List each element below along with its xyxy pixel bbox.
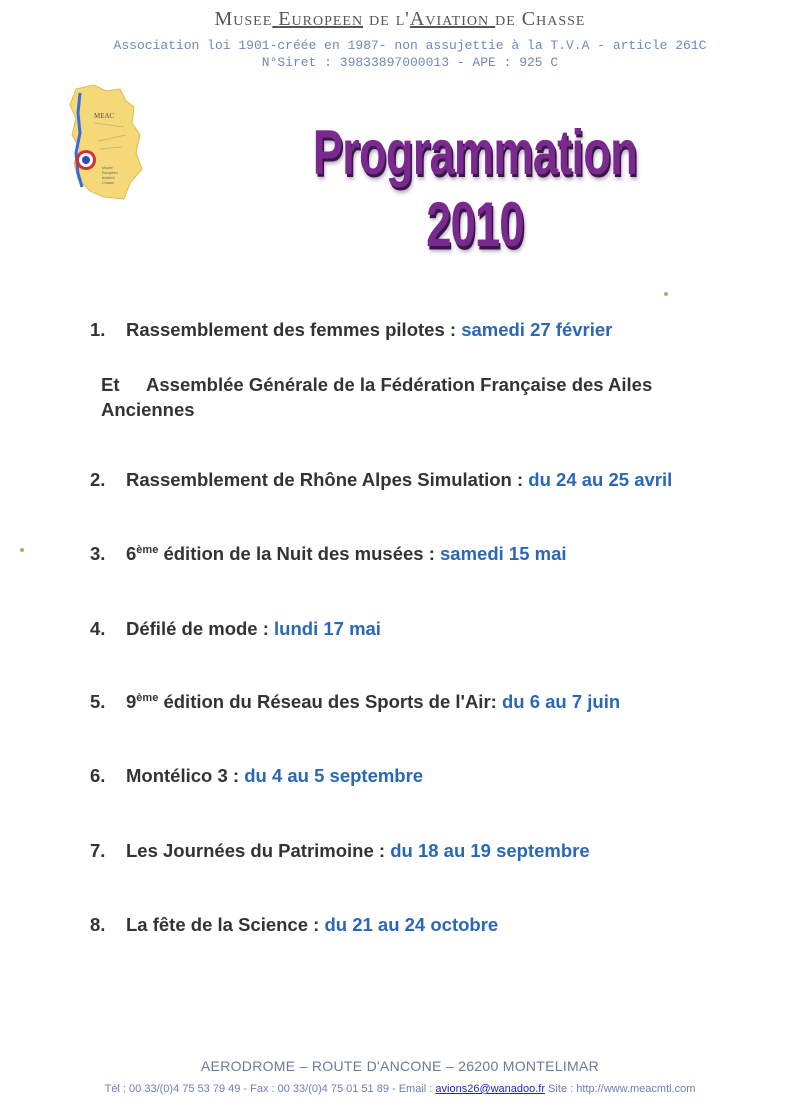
header-word: Chasse [521, 8, 586, 30]
item-date: du 4 au 5 septembre [244, 765, 424, 786]
header-word: de l' [369, 8, 410, 30]
item-date: lundi 17 mai [274, 618, 381, 639]
header-word: de [495, 8, 516, 30]
item-number: 7. [90, 840, 106, 861]
list-item [90, 469, 672, 491]
logo-text: Aviation [102, 176, 115, 180]
item-1-addendum [101, 372, 781, 422]
page-title [292, 117, 659, 262]
item-date: samedi 27 février [461, 319, 613, 340]
page-title-text: Programmation 2010 [312, 117, 638, 261]
item-text: édition du Réseau des Sports de l'Air: [158, 691, 502, 712]
association-line: Association loi 1901-créée en 1987- non assujettie à la T.V.A - article 261C [113, 38, 707, 53]
header-word: Aviation [409, 8, 490, 30]
footer-contact [0, 1083, 800, 1095]
logo-abbr: MEAC [94, 112, 115, 120]
logo-text: Européen [102, 171, 118, 175]
item-date: du 21 au 24 octobre [324, 914, 499, 935]
item-number: 8. [90, 914, 106, 935]
item-ordinal-suffix: ème [136, 691, 159, 704]
item-date: du 24 au 25 avril [528, 469, 673, 490]
meac-logo-map [64, 83, 144, 203]
item-number: 3. [90, 543, 106, 564]
footer-site: Site : http://www.meacmtl.com [545, 1083, 696, 1095]
footer-email-link[interactable]: avions26@wanadoo.fr [435, 1083, 546, 1095]
footer-phone-fax: Tél : 00 33/(0)4 75 53 79 49 - Fax : 00 33/(0)4 75 01 51 89 - Email : [104, 1083, 436, 1095]
list-item [90, 840, 590, 862]
header-word: Europeen [278, 8, 364, 30]
item-text: Montélico 3 : [126, 765, 245, 786]
item-text: La fête de la Science : [126, 914, 325, 935]
item-number: 5. [90, 691, 106, 712]
scan-speck [664, 292, 668, 296]
item-number: 2. [90, 469, 106, 490]
list-item [90, 765, 423, 787]
item-number: 4. [90, 618, 106, 639]
item-text: Rassemblement de Rhône Alpes Simulation : [126, 469, 529, 490]
et-text: Assemblée Générale de la Fédération Française des Ailes [146, 374, 653, 395]
list-item [90, 618, 381, 640]
item-ordinal: 6 [126, 543, 137, 564]
list-item [90, 319, 612, 341]
et-text-continued: Anciennes [101, 399, 195, 420]
logo-text: Chasse [102, 181, 115, 185]
item-ordinal-suffix: ème [136, 543, 159, 556]
item-number: 1. [90, 319, 106, 340]
item-ordinal: 9 [126, 691, 137, 712]
item-number: 6. [90, 765, 106, 786]
logo-text: Musée [102, 166, 113, 170]
footer-address: AERODROME – ROUTE D'ANCONE – 26200 MONTELIMAR [200, 1058, 600, 1074]
list-item [90, 543, 567, 565]
list-item [90, 914, 498, 936]
item-date: du 18 au 19 septembre [390, 840, 590, 861]
scan-speck [20, 548, 24, 552]
item-text: édition de la Nuit des musées : [158, 543, 441, 564]
museum-name-header [0, 8, 800, 31]
item-date: samedi 15 mai [440, 543, 567, 564]
et-word: Et [101, 374, 120, 395]
item-text: Rassemblement des femmes pilotes : [126, 319, 462, 340]
item-text: Défilé de mode : [126, 618, 275, 639]
siret-line: N°Siret : 39833897000013 - APE : 925 C [261, 55, 559, 70]
item-text: Les Journées du Patrimoine : [126, 840, 391, 861]
header-word: Musee [214, 8, 273, 30]
list-item [90, 691, 620, 713]
item-date: du 6 au 7 juin [501, 691, 621, 712]
